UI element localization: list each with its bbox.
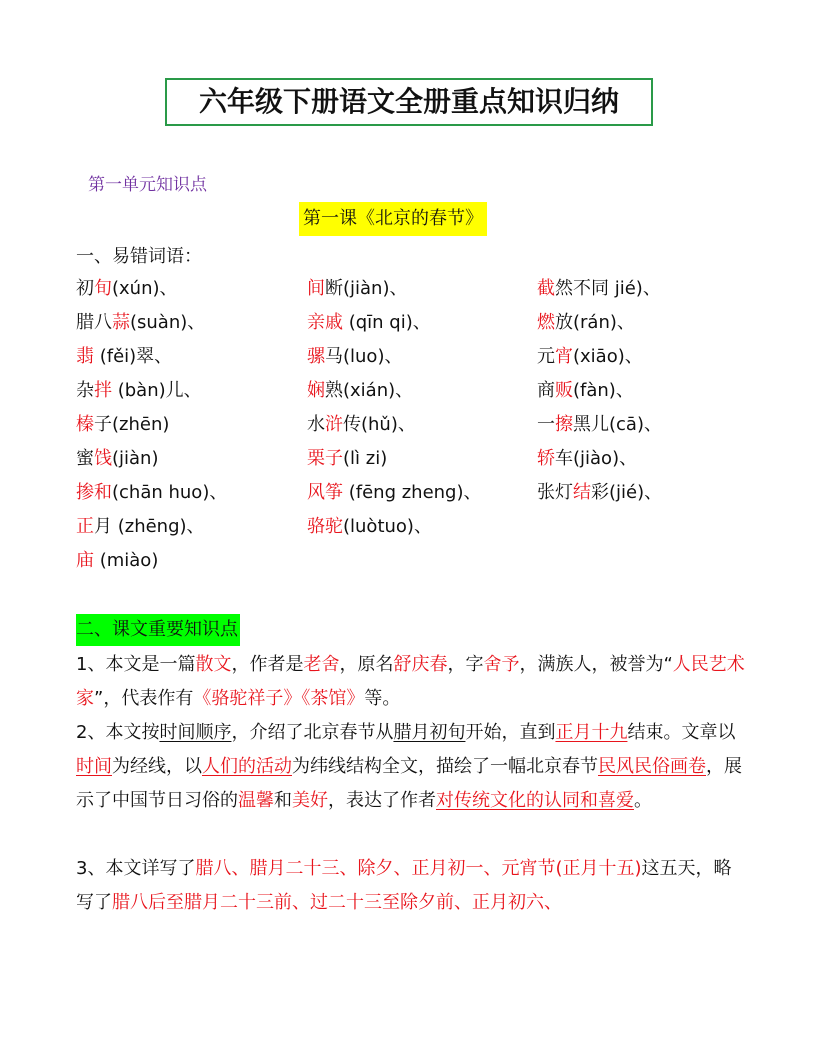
text-run: 老舍 [303, 654, 340, 675]
vocab-red: 掺和 [76, 482, 112, 503]
text-run: 腊八后至腊月二十三前、过二十三至除夕前、正月初六、 [112, 892, 562, 913]
vocab-item [537, 311, 635, 335]
text-run: 时间 [76, 756, 112, 777]
text-run: 。 [634, 790, 652, 811]
text-run: 这五天，略写了 [76, 858, 732, 913]
vocab-pre: 腊八 [76, 312, 112, 333]
text-run: 开始，直到 [465, 722, 556, 743]
vocab-item [76, 379, 202, 403]
vocab-item [76, 311, 205, 335]
section-heading-vocab: 一、易错词语： [76, 246, 202, 267]
vocab-pre: 商 [537, 380, 555, 401]
vocab-item [537, 277, 661, 301]
vocab-red: 轿 [537, 448, 555, 469]
text-run: 正月十九 [555, 722, 628, 743]
vocab-item [307, 345, 402, 369]
vocab-item [307, 413, 416, 437]
vocab-red: 骆驼 [307, 516, 343, 537]
vocab-pre: 张灯 [537, 482, 573, 503]
text-run: ，满族人，被誉为“ [519, 654, 673, 675]
text-run: 1、本文是一篇 [76, 654, 196, 675]
vocab-pre: 水 [307, 414, 325, 435]
vocab-red: 翡 [76, 346, 94, 367]
vocab-post: (miào) [94, 550, 159, 571]
page-title: 六年级下册语文全册重点知识归纳 [165, 78, 653, 126]
vocab-post: (qīn qi)、 [343, 312, 431, 333]
text-run: 舍予 [483, 654, 520, 675]
text-run: 美好 [292, 790, 328, 811]
vocab-post: (luòtuo)、 [343, 516, 432, 537]
vocab-post: 熟(xián)、 [325, 380, 414, 401]
vocab-item [76, 413, 169, 437]
text-run: 《骆驼祥子》《茶馆》 [193, 688, 365, 709]
vocab-item [76, 515, 205, 539]
text-run: 结束。文章以 [627, 722, 736, 743]
vocab-pre: 杂 [76, 380, 94, 401]
vocab-item [76, 447, 159, 471]
text-run: 和 [274, 790, 292, 811]
vocab-red: 正 [76, 516, 94, 537]
vocab-red: 骡 [307, 346, 325, 367]
vocab-post: (bàn)儿、 [112, 380, 202, 401]
vocab-item [537, 447, 637, 471]
text-run: 等。 [364, 688, 401, 709]
vocab-post: 传(hǔ)、 [343, 414, 416, 435]
vocab-pre: 蜜 [76, 448, 94, 469]
vocab-red: 擦 [555, 414, 573, 435]
text-run: 为纬线结构全文，描绘了一幅北京春节 [292, 756, 598, 777]
text-run: 人们的活动 [202, 756, 292, 777]
vocab-item [537, 413, 662, 437]
vocab-post: 然不同 jié)、 [555, 278, 661, 299]
vocab-item [537, 379, 634, 403]
text-run: ，展示了中国节日习俗的 [76, 756, 742, 811]
vocab-item [537, 345, 643, 369]
text-run: 散文 [195, 654, 232, 675]
lesson-heading: 第一课《北京的春节》 [299, 202, 487, 236]
vocab-red: 栗子 [307, 448, 343, 469]
vocab-pre: 一 [537, 414, 555, 435]
vocab-post: 车(jiào)、 [555, 448, 638, 469]
vocab-red: 贩 [555, 380, 573, 401]
text-run: 3、本文详写了 [76, 858, 196, 879]
vocab-red: 截 [537, 278, 555, 299]
vocab-post: (fēng zheng)、 [343, 482, 482, 503]
vocab-item [537, 481, 662, 505]
vocab-red: 蒜 [112, 312, 130, 333]
vocab-post: 马(luo)、 [325, 346, 403, 367]
vocab-post: 放(rán)、 [555, 312, 635, 333]
vocab-red: 间 [307, 278, 325, 299]
vocab-red: 亲戚 [307, 312, 343, 333]
text-run: ，字 [447, 654, 484, 675]
vocab-post: 黑儿(cā)、 [573, 414, 662, 435]
vocab-post: 月 (zhēng)、 [94, 516, 205, 537]
text-run: 舒庆春 [393, 654, 448, 675]
text-run: ”，代表作有 [94, 688, 194, 709]
vocab-red: 旬 [94, 278, 112, 299]
vocab-red: 饯 [94, 448, 112, 469]
text-run: 2、本文按 [76, 722, 160, 743]
vocab-pre: 初 [76, 278, 94, 299]
vocab-red: 风筝 [307, 482, 343, 503]
vocab-red: 浒 [325, 414, 343, 435]
vocab-post: 断(jiàn)、 [325, 278, 408, 299]
text-run: 对传统文化的认同和喜爱 [436, 790, 634, 811]
text-run: ，原名 [339, 654, 394, 675]
vocab-post: (fàn)、 [573, 380, 634, 401]
text-run: ，表达了作者 [328, 790, 436, 811]
vocab-red: 庙 [76, 550, 94, 571]
vocab-post: (xún)、 [112, 278, 178, 299]
vocab-red: 娴 [307, 380, 325, 401]
vocab-pre: 元 [537, 346, 555, 367]
vocab-item [307, 481, 482, 505]
vocab-item [76, 549, 158, 573]
vocab-post: 子(zhēn) [94, 414, 170, 435]
vocab-post: (xiāo)、 [573, 346, 643, 367]
vocab-item [307, 379, 413, 403]
vocab-item [307, 277, 408, 301]
vocab-item [307, 447, 387, 471]
section-heading-points: 二、课文重要知识点 [76, 614, 240, 646]
vocab-post: (fěi)翠、 [94, 346, 173, 367]
vocab-post: (chān huo)、 [112, 482, 228, 503]
paragraph-1 [76, 648, 748, 716]
unit-heading: 第一单元知识点 [88, 175, 207, 195]
vocab-post: (suàn)、 [130, 312, 206, 333]
vocab-red: 燃 [537, 312, 555, 333]
text-run: ，介绍了北京春节从 [231, 722, 394, 743]
text-run: 腊月初旬 [393, 722, 466, 743]
text-run: 人民艺术家 [76, 654, 745, 709]
text-run: 温馨 [238, 790, 274, 811]
vocab-red: 榛 [76, 414, 94, 435]
vocab-red: 宵 [555, 346, 573, 367]
vocab-post: 彩(jié)、 [591, 482, 663, 503]
vocab-red: 结 [573, 482, 591, 503]
paragraph-3 [76, 852, 748, 920]
text-run: 为经线，以 [112, 756, 202, 777]
vocab-item [307, 311, 431, 335]
vocab-post: (jiàn) [112, 448, 159, 469]
text-run: 腊八、腊月二十三、除夕、正月初一、元宵节(正月十五) [195, 858, 642, 879]
text-run: 时间顺序 [159, 722, 232, 743]
vocab-post: (lì zi) [343, 448, 388, 469]
vocab-item [307, 515, 432, 539]
text-run: 民风民俗画卷 [598, 756, 706, 777]
vocab-item [76, 277, 178, 301]
paragraph-2 [76, 716, 748, 818]
vocab-item [76, 345, 172, 369]
vocab-red: 拌 [94, 380, 112, 401]
text-run: ，作者是 [231, 654, 304, 675]
vocab-item [76, 481, 227, 505]
